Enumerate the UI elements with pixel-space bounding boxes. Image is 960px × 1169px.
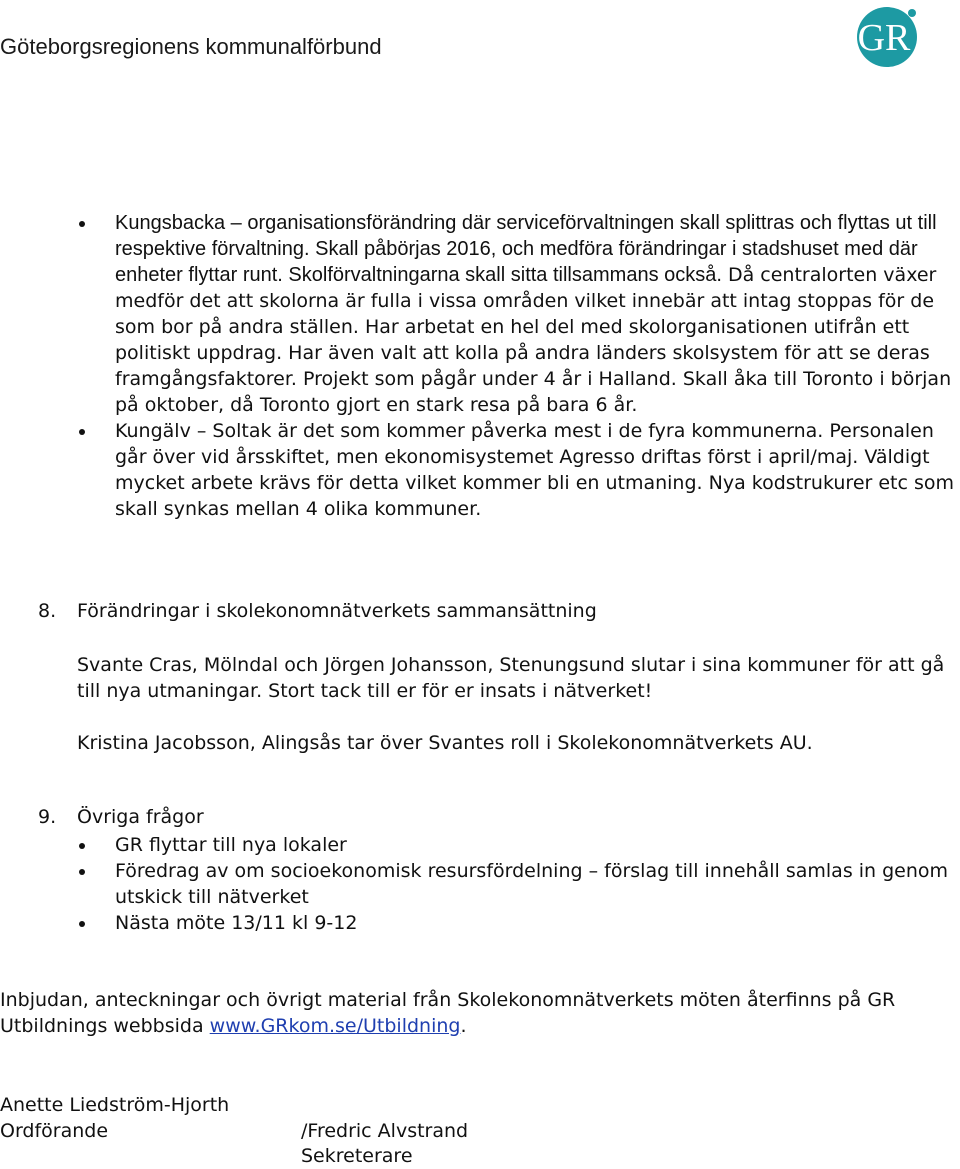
section-8-heading: [0, 600, 960, 626]
list-item: Nästa möte 13/11 kl 9-12: [78, 910, 958, 936]
list-item: [78, 210, 958, 418]
secretary-role: Sekreterare: [301, 1145, 413, 1167]
footer-paragraph: [0, 987, 950, 1039]
kungalv-update: Kungälv – Soltak är det som kommer påverka mest i de fyra kommunerna. Personalen går över vid årsskiftet, men ekonomisystemet Agresso driftas först i april/maj. Väldigt mycket arbete krävs för detta vilket kommer bli en utmaning. Nya kodstrukurer etc som skall synkas mellan 4 olika kommuner.: [115, 420, 955, 520]
chair-role: Ordförande: [0, 1120, 109, 1142]
section-8-paragraph-1: Svante Cras, Mölndal och Jörgen Johansson, Stenungsund slutar i sina kommuner för att gå till nya utmaningar. Stort tack till er för er insats i nätverket!: [77, 654, 945, 702]
section-number: 8.: [38, 600, 57, 622]
list-item: [78, 418, 958, 522]
department-updates-list: [78, 210, 958, 522]
secretary-name: /Fredric Alvstrand: [301, 1120, 469, 1142]
section-title: Övriga frågor: [77, 806, 204, 828]
footer-text-end: .: [460, 1015, 467, 1037]
footer-text: Inbjudan, anteckningar och övrigt material från Skolekonomnätverkets möten återfinns på GR Utbildnings webbsida: [0, 989, 896, 1037]
section-title: Förändringar i skolekonomnätverkets sammansättning: [77, 600, 597, 622]
gr-logo-text: GR: [857, 17, 911, 59]
gr-logo: [854, 4, 924, 68]
section-number: 9.: [38, 806, 57, 828]
section-9-heading: [0, 806, 960, 832]
kungsbacka-update-details: Då centralorten växer medför det att skolorna är fulla i vissa områden vilket innebär att intag stoppas för de som bor på andra ställen. Har arbetat en hel del med skolorganisationen utifrån ett politiskt uppdrag. Har även valt att kolla på andra länders skolsystem för att se deras framgångsfaktorer. Projekt som pågår under 4 år i Halland. Skall åka till Toronto i början på oktober, då Toronto gjort en stark resa på bara 6 år.: [115, 264, 952, 416]
other-questions-list: [78, 832, 958, 936]
list-item: Föredrag av om socioekonomisk resursfördelning – förslag till innehåll samlas in genom utskick till nätverket: [78, 858, 958, 910]
utbildning-link[interactable]: www.GRkom.se/Utbildning: [209, 1015, 461, 1037]
section-8-paragraph-2: Kristina Jacobsson, Alingsås tar över Svantes roll i Skolekonomnätverkets AU.: [77, 732, 813, 754]
chair-name: Anette Liedström-Hjorth: [0, 1094, 230, 1116]
organization-name: Göteborgsregionens kommunalförbund: [0, 34, 382, 59]
kungsbacka-update-intro: Kungsbacka – organisationsförändring där serviceförvaltningen skall splittras och flyttas ut till respektive förvaltning. Skall påbörjas 2016, och medföra förändringar i stadshuset med där enheter flyttar runt. Skolförvaltningarna skall sitta tillsammans också.: [115, 212, 937, 286]
list-item: GR flyttar till nya lokaler: [78, 832, 958, 858]
